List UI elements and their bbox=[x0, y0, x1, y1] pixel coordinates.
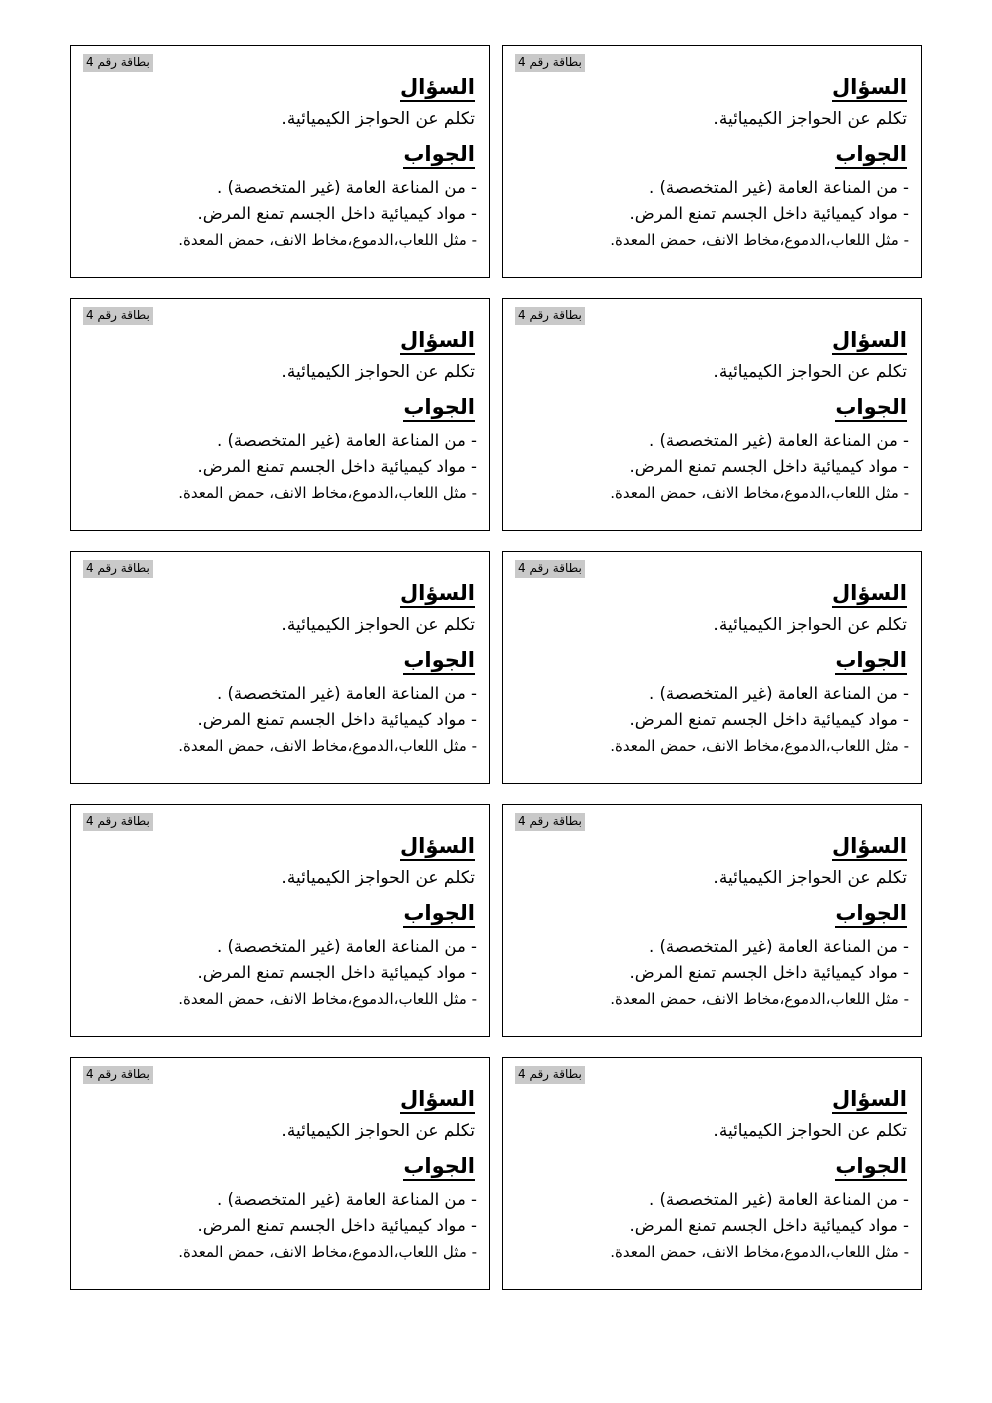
answer-line: - مواد كيميائية داخل الجسم تمنع المرض. bbox=[197, 204, 477, 224]
card-badge-row bbox=[83, 304, 477, 324]
question-text: تكلم عن الحواجز الكيميائية. bbox=[713, 362, 907, 382]
question-text: تكلم عن الحواجز الكيميائية. bbox=[281, 1121, 475, 1141]
flashcard bbox=[502, 551, 922, 784]
card-badge-row bbox=[83, 810, 477, 830]
question-heading: السؤال bbox=[832, 834, 907, 861]
answer-heading-row bbox=[515, 1154, 907, 1181]
answer-block bbox=[515, 175, 909, 252]
question-heading: السؤال bbox=[400, 581, 475, 608]
question-heading: السؤال bbox=[832, 1087, 907, 1114]
answer-line: - من المناعة العامة (غير المتخصصة) . bbox=[216, 177, 477, 197]
flashcard bbox=[70, 298, 490, 531]
answer-heading: الجواب bbox=[403, 901, 475, 928]
answer-line: - مواد كيميائية داخل الجسم تمنع المرض. bbox=[629, 710, 909, 730]
answer-heading: الجواب bbox=[403, 1154, 475, 1181]
answer-block bbox=[515, 1187, 909, 1264]
answer-heading: الجواب bbox=[835, 901, 907, 928]
answer-line: - مواد كيميائية داخل الجسم تمنع المرض. bbox=[629, 204, 909, 224]
answer-line: - من المناعة العامة (غير المتخصصة) . bbox=[216, 430, 477, 450]
answer-block bbox=[83, 428, 477, 505]
question-heading-row bbox=[83, 75, 475, 102]
card-number-badge: بطاقة رقم 4 bbox=[515, 1066, 585, 1084]
card-badge-row bbox=[515, 304, 909, 324]
answer-line: - مثل اللعاب،الدموع،مخاط الانف، حمض المعدة. bbox=[610, 483, 909, 502]
answer-block bbox=[83, 934, 477, 1011]
answer-line: - من المناعة العامة (غير المتخصصة) . bbox=[648, 1189, 909, 1209]
answer-block bbox=[83, 1187, 477, 1264]
question-text: تكلم عن الحواجز الكيميائية. bbox=[713, 1121, 907, 1141]
question-heading-row bbox=[515, 328, 907, 355]
question-heading: السؤال bbox=[400, 328, 475, 355]
card-number-badge: بطاقة رقم 4 bbox=[83, 1066, 153, 1084]
answer-heading-row bbox=[515, 648, 907, 675]
flashcard bbox=[502, 1057, 922, 1290]
question-heading: السؤال bbox=[400, 834, 475, 861]
question-text: تكلم عن الحواجز الكيميائية. bbox=[281, 615, 475, 635]
answer-block bbox=[83, 681, 477, 758]
answer-heading-row bbox=[83, 901, 475, 928]
card-badge-row bbox=[83, 1063, 477, 1083]
answer-line: - مثل اللعاب،الدموع،مخاط الانف، حمض المعدة. bbox=[178, 483, 477, 502]
card-badge-row bbox=[515, 51, 909, 71]
answer-heading-row bbox=[515, 901, 907, 928]
answer-line: - من المناعة العامة (غير المتخصصة) . bbox=[216, 683, 477, 703]
question-heading-row bbox=[515, 75, 907, 102]
answer-line: - مواد كيميائية داخل الجسم تمنع المرض. bbox=[197, 963, 477, 983]
question-text: تكلم عن الحواجز الكيميائية. bbox=[713, 868, 907, 888]
question-text: تكلم عن الحواجز الكيميائية. bbox=[281, 109, 475, 129]
answer-heading: الجواب bbox=[403, 395, 475, 422]
answer-line: - مثل اللعاب،الدموع،مخاط الانف، حمض المعدة. bbox=[610, 736, 909, 755]
answer-line: - مواد كيميائية داخل الجسم تمنع المرض. bbox=[629, 963, 909, 983]
answer-heading: الجواب bbox=[835, 142, 907, 169]
question-text: تكلم عن الحواجز الكيميائية. bbox=[281, 868, 475, 888]
question-heading: السؤال bbox=[400, 1087, 475, 1114]
answer-line: - مواد كيميائية داخل الجسم تمنع المرض. bbox=[629, 457, 909, 477]
answer-heading-row bbox=[515, 142, 907, 169]
card-number-badge: بطاقة رقم 4 bbox=[515, 560, 585, 578]
card-number-badge: بطاقة رقم 4 bbox=[83, 813, 153, 831]
question-heading-row bbox=[515, 1087, 907, 1114]
answer-heading: الجواب bbox=[403, 648, 475, 675]
question-heading: السؤال bbox=[832, 75, 907, 102]
flashcard bbox=[70, 804, 490, 1037]
answer-heading-row bbox=[83, 142, 475, 169]
flashcard bbox=[70, 45, 490, 278]
card-number-badge: بطاقة رقم 4 bbox=[515, 307, 585, 325]
question-heading-row bbox=[83, 1087, 475, 1114]
answer-heading-row bbox=[515, 395, 907, 422]
answer-line: - من المناعة العامة (غير المتخصصة) . bbox=[648, 177, 909, 197]
question-text: تكلم عن الحواجز الكيميائية. bbox=[713, 615, 907, 635]
answer-line: - من المناعة العامة (غير المتخصصة) . bbox=[216, 1189, 477, 1209]
answer-heading: الجواب bbox=[835, 1154, 907, 1181]
question-heading-row bbox=[83, 834, 475, 861]
question-heading: السؤال bbox=[832, 328, 907, 355]
card-number-badge: بطاقة رقم 4 bbox=[83, 560, 153, 578]
card-badge-row bbox=[515, 557, 909, 577]
question-text: تكلم عن الحواجز الكيميائية. bbox=[281, 362, 475, 382]
answer-line: - مواد كيميائية داخل الجسم تمنع المرض. bbox=[197, 457, 477, 477]
answer-line: - مواد كيميائية داخل الجسم تمنع المرض. bbox=[197, 710, 477, 730]
answer-line: - من المناعة العامة (غير المتخصصة) . bbox=[648, 936, 909, 956]
flashcard bbox=[502, 298, 922, 531]
card-badge-row bbox=[515, 810, 909, 830]
question-heading: السؤال bbox=[832, 581, 907, 608]
card-number-badge: بطاقة رقم 4 bbox=[83, 307, 153, 325]
answer-line: - من المناعة العامة (غير المتخصصة) . bbox=[648, 430, 909, 450]
answer-line: - من المناعة العامة (غير المتخصصة) . bbox=[648, 683, 909, 703]
flashcard bbox=[70, 1057, 490, 1290]
answer-heading: الجواب bbox=[835, 395, 907, 422]
question-heading-row bbox=[83, 328, 475, 355]
answer-line: - مثل اللعاب،الدموع،مخاط الانف، حمض المعدة. bbox=[610, 989, 909, 1008]
card-badge-row bbox=[83, 557, 477, 577]
question-heading-row bbox=[83, 581, 475, 608]
answer-heading: الجواب bbox=[835, 648, 907, 675]
flashcard bbox=[70, 551, 490, 784]
answer-line: - مثل اللعاب،الدموع،مخاط الانف، حمض المعدة. bbox=[610, 230, 909, 249]
answer-heading: الجواب bbox=[403, 142, 475, 169]
answer-line: - مثل اللعاب،الدموع،مخاط الانف، حمض المعدة. bbox=[610, 1242, 909, 1261]
card-number-badge: بطاقة رقم 4 bbox=[515, 813, 585, 831]
question-heading-row bbox=[515, 581, 907, 608]
answer-heading-row bbox=[83, 395, 475, 422]
answer-line: - مواد كيميائية داخل الجسم تمنع المرض. bbox=[197, 1216, 477, 1236]
answer-block bbox=[515, 934, 909, 1011]
answer-line: - من المناعة العامة (غير المتخصصة) . bbox=[216, 936, 477, 956]
answer-line: - مواد كيميائية داخل الجسم تمنع المرض. bbox=[629, 1216, 909, 1236]
card-number-badge: بطاقة رقم 4 bbox=[83, 54, 153, 72]
answer-line: - مثل اللعاب،الدموع،مخاط الانف، حمض المعدة. bbox=[178, 1242, 477, 1261]
card-number-badge: بطاقة رقم 4 bbox=[515, 54, 585, 72]
card-grid bbox=[70, 45, 922, 1290]
answer-heading-row bbox=[83, 648, 475, 675]
answer-line: - مثل اللعاب،الدموع،مخاط الانف، حمض المعدة. bbox=[178, 230, 477, 249]
question-text: تكلم عن الحواجز الكيميائية. bbox=[713, 109, 907, 129]
question-heading-row bbox=[515, 834, 907, 861]
answer-block bbox=[515, 681, 909, 758]
flashcard bbox=[502, 45, 922, 278]
answer-line: - مثل اللعاب،الدموع،مخاط الانف، حمض المعدة. bbox=[178, 736, 477, 755]
flashcard bbox=[502, 804, 922, 1037]
answer-line: - مثل اللعاب،الدموع،مخاط الانف، حمض المعدة. bbox=[178, 989, 477, 1008]
card-badge-row bbox=[515, 1063, 909, 1083]
answer-block bbox=[515, 428, 909, 505]
answer-block bbox=[83, 175, 477, 252]
card-badge-row bbox=[83, 51, 477, 71]
question-heading: السؤال bbox=[400, 75, 475, 102]
answer-heading-row bbox=[83, 1154, 475, 1181]
